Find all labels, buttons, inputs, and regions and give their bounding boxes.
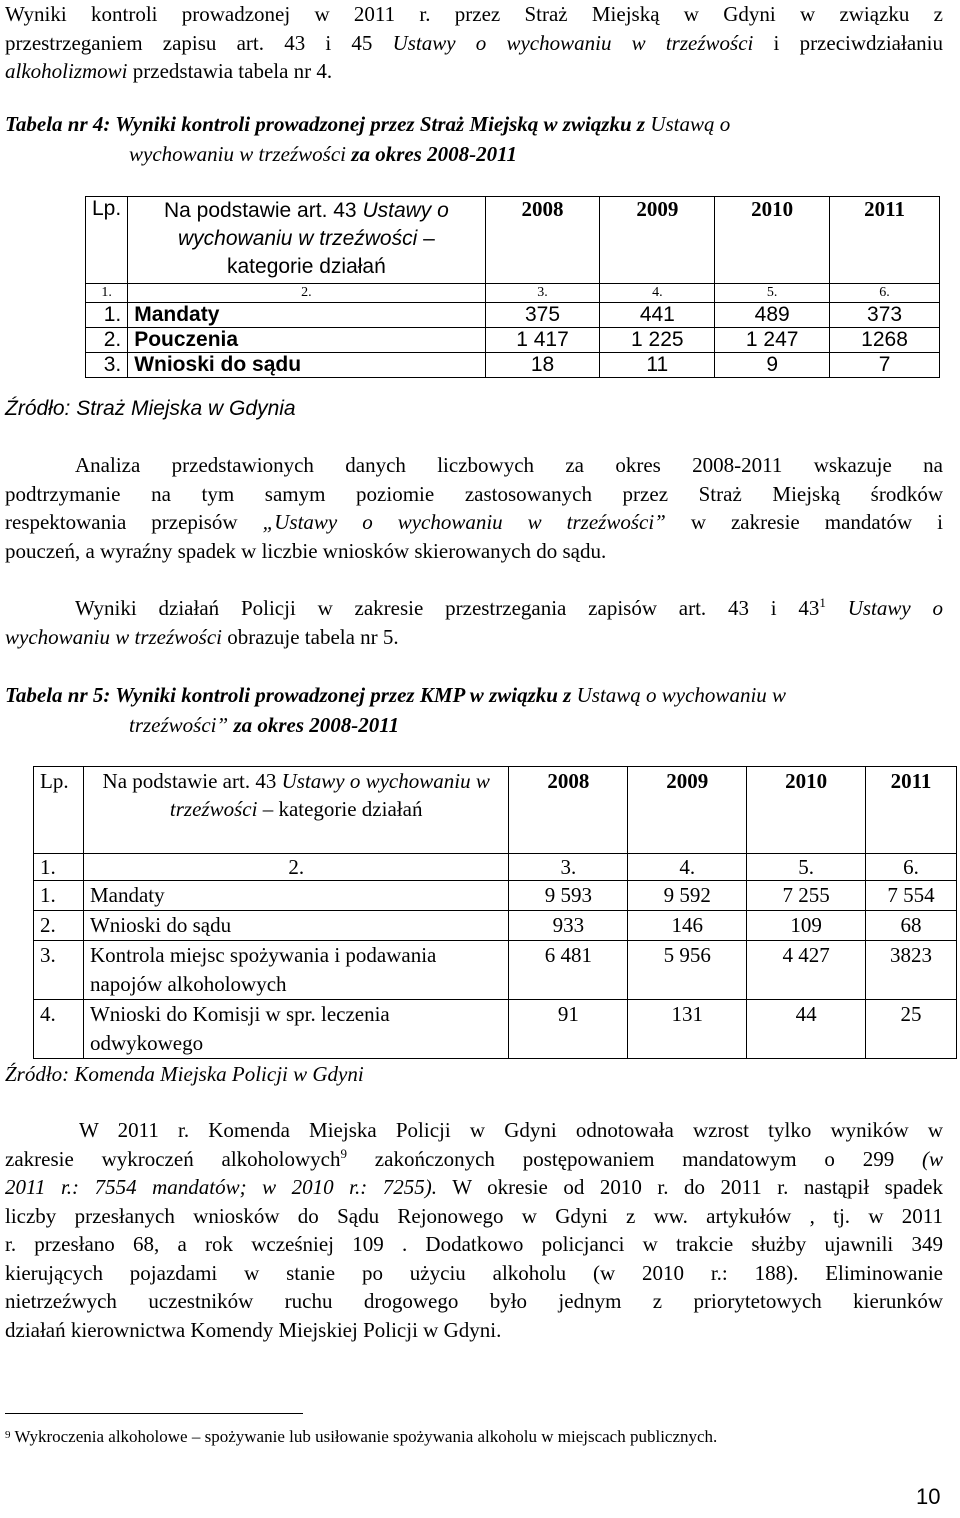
row-value: 375 [485, 303, 600, 328]
closing-text: 2011 r.: 7554 mandatów; w 2010 r.: 7255). [5, 1175, 438, 1199]
row-lp: 3. [34, 941, 84, 1000]
header-text: – kategorie działań [262, 797, 423, 821]
caption-text: wychowaniu w trzeźwości [129, 142, 347, 166]
header-text: Ustawy o wychowaniu w trzeźwości [178, 199, 449, 250]
column-number: 6. [830, 284, 940, 303]
column-number: 5. [747, 854, 866, 881]
row-label: Mandaty [83, 881, 508, 911]
police-intro-line-1 [5, 594, 943, 623]
table-row [34, 911, 957, 941]
analysis-text: w zakresie mandatów i [690, 510, 944, 534]
row-value: 6 481 [509, 941, 628, 1000]
row-value: 5 956 [628, 941, 747, 1000]
intro-line-3 [5, 57, 943, 86]
police-text: obrazuje tabela nr 5. [227, 624, 399, 649]
row-value: 131 [628, 1000, 747, 1059]
row-value: 489 [715, 303, 830, 328]
row-value: 933 [509, 911, 628, 941]
row-label: Wnioski do Komisji w spr. leczenia odwykowego [83, 1000, 508, 1059]
analysis-line-4: pouczeń, a wyraźny spadek w liczbie wniosków skierowanych do sądu. [5, 538, 607, 563]
footnote-separator [5, 1413, 303, 1414]
header-text: kategorie działań [227, 255, 386, 278]
row-value: 7 255 [747, 881, 866, 911]
caption-text: Ustawą o [650, 112, 731, 136]
act-title: Ustawy o [847, 596, 943, 620]
closing-line-6: kierujących pojazdami w stanie po użyciu alkoholu (w 2010 r.: 188). Eliminowanie [5, 1260, 943, 1285]
caption-text: trzeźwości” [129, 713, 229, 737]
header-lp: Lp. [86, 197, 128, 284]
closing-line-3 [5, 1173, 943, 1202]
closing-line-2 [5, 1145, 943, 1174]
header-text: Ustawy o wychowaniu w trzeźwości [169, 769, 490, 821]
column-number-row [86, 284, 940, 303]
row-value: 3823 [866, 941, 957, 1000]
row-value: 9 [715, 353, 830, 378]
table-5 [33, 766, 957, 1059]
closing-line-7: nietrzeźwych uczestników ruchu drogowego było jednym z priorytetowych kierunków [5, 1289, 943, 1313]
header-year: 2008 [509, 767, 628, 854]
table5-caption [5, 680, 945, 740]
row-value: 1 417 [485, 328, 600, 353]
header-year: 2010 [747, 767, 866, 854]
analysis-text: respektowania przepisów [5, 510, 238, 534]
analysis-line-2: podtrzymanie na tym samym poziomie zastosowanych przez Straż Miejską środków [5, 481, 943, 506]
table-row [34, 941, 957, 1000]
row-value: 68 [866, 911, 957, 941]
closing-line-8: działań kierownictwa Komendy Miejskiej Policji w Gdyni. [5, 1317, 502, 1342]
row-value: 44 [747, 1000, 866, 1059]
closing-text: W okresie od 2010 r. do 2011 r. nastąpił spadek [452, 1175, 943, 1199]
caption-text: za okres 2008-2011 [351, 142, 517, 166]
header-year: 2009 [628, 767, 747, 854]
intro-text: i przeciwdziałaniu [773, 30, 943, 55]
header-year: 2009 [600, 197, 715, 284]
table4-source: Źródło: Straż Miejska w Gdynia [5, 397, 296, 420]
row-value: 18 [485, 353, 600, 378]
intro-text: przedstawia tabela nr 4. [132, 59, 333, 83]
row-value: 7 [830, 353, 940, 378]
table-row [86, 328, 940, 353]
column-number: 3. [485, 284, 600, 303]
row-value: 441 [600, 303, 715, 328]
closing-paragraph [5, 1116, 943, 1344]
column-number: 4. [628, 854, 747, 881]
header-year: 2010 [715, 197, 830, 284]
column-number: 2. [83, 854, 508, 881]
table-4 [85, 196, 940, 378]
footnote-reference[interactable]: 9 [340, 1145, 347, 1161]
column-number: 4. [600, 284, 715, 303]
column-number: 3. [509, 854, 628, 881]
row-label: Mandaty [128, 303, 485, 328]
table-header-row [86, 197, 940, 284]
police-intro-line-2 [5, 623, 943, 652]
footnote-text: Wykroczenia alkoholowe – spożywanie lub usiłowanie spożywania alkoholu w miejscach publicznych. [14, 1427, 718, 1446]
table-row [86, 353, 940, 378]
caption-text: Tabela nr 4: Wyniki kontroli prowadzonej przez Straż Miejską w związku z [5, 112, 646, 136]
column-number: 5. [715, 284, 830, 303]
header-text: Na podstawie art. 43 [163, 199, 357, 222]
table-row [34, 881, 957, 911]
row-value: 11 [600, 353, 715, 378]
column-number-row [34, 854, 957, 881]
row-value: 9 592 [628, 881, 747, 911]
row-value: 109 [747, 911, 866, 941]
row-value: 1 247 [715, 328, 830, 353]
act-title: „Ustawy o wychowaniu w trzeźwości” [262, 510, 666, 534]
header-lp: Lp. [34, 767, 84, 854]
row-label: Wnioski do sądu [83, 911, 508, 941]
row-lp: 1. [34, 881, 84, 911]
analysis-line-1: Analiza przedstawionych danych liczbowych za okres 2008-2011 wskazuje na [75, 453, 943, 477]
table-row [86, 303, 940, 328]
row-lp: 3. [86, 353, 128, 378]
header-year: 2008 [485, 197, 600, 284]
table-row [34, 1000, 957, 1059]
row-value: 1 225 [600, 328, 715, 353]
police-intro-paragraph [5, 594, 943, 651]
closing-line-5: r. przesłano 68, a rok wcześniej 109 . Dodatkowo policjanci w trakcie służby ujawnili 349 [5, 1232, 943, 1256]
analysis-line-3 [5, 508, 943, 537]
header-basis [83, 767, 508, 854]
header-text: Na podstawie art. 43 [102, 769, 277, 793]
footnote-number: 9 [5, 1429, 11, 1441]
header-basis: Na podstawie art. 43 Ustawy o wychowaniu w trzeźwości – kategorie działań [128, 197, 485, 284]
row-value: 91 [509, 1000, 628, 1059]
row-value: 9 593 [509, 881, 628, 911]
table-header-row [34, 767, 957, 854]
intro-line-1: Wyniki kontroli prowadzonej w 2011 r. przez Straż Miejską w Gdyni w związku z [5, 2, 943, 26]
closing-text: (w [922, 1146, 944, 1171]
row-lp: 2. [86, 328, 128, 353]
closing-line-1: W 2011 r. Komenda Miejska Policji w Gdyni odnotowała wzrost tylko wyników w [79, 1118, 943, 1142]
row-value: 4 427 [747, 941, 866, 1000]
intro-paragraph [5, 0, 943, 86]
superscript: 1 [819, 595, 826, 610]
row-value: 7 554 [866, 881, 957, 911]
caption-text: Ustawą o wychowaniu w [576, 683, 787, 707]
row-value: 373 [830, 303, 940, 328]
row-label: Pouczenia [128, 328, 485, 353]
table5-source: Źródło: Komenda Miejska Policji w Gdyni [5, 1062, 364, 1086]
row-lp: 1. [86, 303, 128, 328]
closing-text: zakończonych postępowaniem mandatowym o 299 [374, 1146, 895, 1171]
act-title: alkoholizmowi [5, 59, 128, 83]
header-year: 2011 [830, 197, 940, 284]
column-number: 1. [34, 854, 84, 881]
intro-text: przestrzeganiem zapisu art. 43 i 45 [5, 30, 373, 55]
caption-text: za okres 2008-2011 [233, 713, 400, 737]
row-value: 25 [866, 1000, 957, 1059]
page-number: 10 [916, 1484, 941, 1509]
row-value: 1268 [830, 328, 940, 353]
act-title: Ustawy o wychowaniu w trzeźwości [392, 30, 754, 55]
act-title: wychowaniu w trzeźwości [5, 624, 223, 649]
header-year: 2011 [866, 767, 957, 854]
intro-line-2 [5, 29, 943, 58]
row-lp: 4. [34, 1000, 84, 1059]
table4-caption [5, 109, 945, 169]
police-text: Wyniki działań Policji w zakresie przestrzegania zapisów art. 43 i 43 [75, 596, 820, 620]
column-number: 2. [128, 284, 485, 303]
row-lp: 2. [34, 911, 84, 941]
column-number: 6. [866, 854, 957, 881]
analysis-paragraph [5, 451, 943, 565]
closing-line-4: liczby przesłanych wniosków do Sądu Rejonowego w Gdyni z ww. artykułów , tj. w 2011 [5, 1203, 943, 1228]
column-number: 1. [86, 284, 128, 303]
closing-text: zakresie wykroczeń alkoholowych [5, 1146, 341, 1171]
row-label: Kontrola miejsc spożywania i podawania napojów alkoholowych [83, 941, 508, 1000]
row-value: 146 [628, 911, 747, 941]
footnote [5, 1426, 717, 1448]
caption-text: Tabela nr 5: Wyniki kontroli prowadzonej przez KMP w związku z [5, 683, 572, 707]
row-label: Wnioski do sądu [128, 353, 485, 378]
